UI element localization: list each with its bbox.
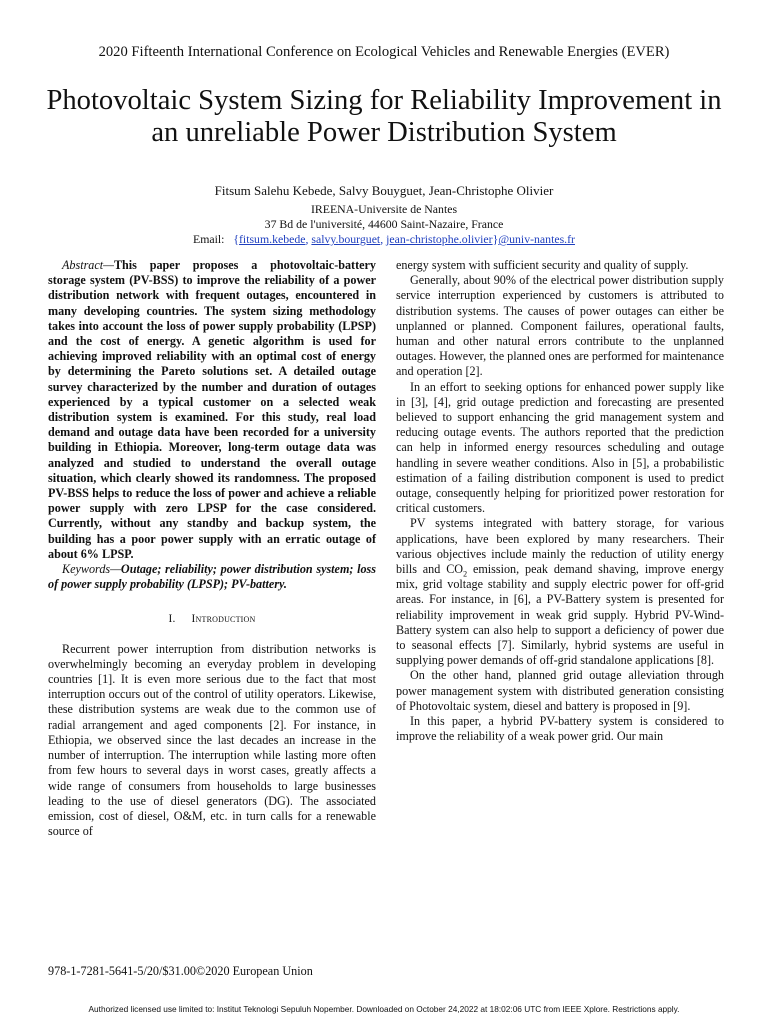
section-title: Introduction (191, 613, 256, 626)
email-link-olivier[interactable]: jean-christophe.olivier (386, 232, 493, 246)
copyright-notice: 978-1-7281-5641-5/20/$31.00©2020 European Union (48, 964, 313, 978)
keywords (48, 562, 376, 592)
left-column (48, 258, 376, 839)
email-link-kebede[interactable]: fitsum.kebede (238, 232, 306, 246)
email-separator: , (305, 232, 312, 246)
affiliation-email (0, 232, 768, 246)
abstract-lead: Abstract— (62, 258, 114, 272)
section-number: I. (168, 613, 176, 626)
keywords-lead: Keywords— (62, 562, 121, 577)
body-paragraph: In an effort to seeking options for enhanced power supply like in [3], [4], grid outage prediction and forecasting are presented believed to support enhancing the grid management system and reducing outage events. The authors reported that the prediction can help in informed energy resources scheduling and outage handling in severe weather conditions. Also in [5], a probabilistic estimation of a failing distribution component is used to predict outage, consequently helping for prioritized power restoration for critical customers. (396, 379, 724, 516)
body-paragraph: In this paper, a hybrid PV-battery system is considered to improve the reliability of a weak power grid. Our main (396, 714, 724, 744)
body-paragraph: Recurrent power interruption from distribution networks is overwhelmingly becoming an everyday problem in developing countries [1]. It is even more serious due to the fact that most interruption occurs out of the control of utility operators. Likewise, these distribution systems are weak due to the common use of radial arrangement and aged components [2]. For instance, in Ethiopia, we observed since the last decades an increase in the number of interruption. The interruption while lasting more often from few hours to several days in worst cases, greatly affects a wide range of consumers from households to large businesses leading to the use of diesel generators (DG). The associated emission, cost of diesel, O&M, etc. in turn calls for a renewable source of (48, 641, 376, 839)
email-brace-open: { (233, 232, 239, 246)
email-domain-link[interactable]: @univ-nantes.fr (498, 232, 575, 246)
body-paragraph (396, 516, 724, 668)
email-separator: , (380, 232, 387, 246)
affiliation-address: 37 Bd de l'université, 44600 Saint-Nazaire, France (264, 217, 504, 231)
email-label: Email: (193, 232, 225, 246)
email-brace-close: } (492, 232, 499, 246)
abstract (48, 258, 376, 562)
section-heading-introduction (48, 612, 376, 627)
subscript: 2 (463, 569, 468, 579)
body-paragraph-continued: energy system with sufficient security and quality of supply. (396, 258, 689, 272)
license-footer: Authorized licensed use limited to: Institut Teknologi Sepuluh Nopember. Downloaded on October 24,2022 at 18:02:06 UTC from IEEE Xplore. Restrictions apply. (88, 1004, 680, 1014)
affiliation-institute: IREENA-Universite de Nantes (310, 202, 458, 216)
abstract-text: This paper proposes a photovoltaic-battery storage system (PV-BSS) to improve the reliability of a power distribution network with frequent outages, encountered in many developing countries. The system sizing methodology takes into account the loss of power supply probability (LPSP) and the cost of energy. A genetic algorithm is used for achieving improved reliability with an optimal cost of energy by determining the Pareto solutions set. A detailed outage survey characterized by the number and duration of outages experienced by a typical customer on a selected weak distribution system is examined. For this study, real load demand and outage data have been recorded for a university building in Ethiopia. Moreover, long-term outage data was analyzed and studied to understand the overall outage situation, which clearly showed its randomness. The proposed PV-BSS helps to reduce the loss of power and achieve a reliable power supply with zero LPSP for the case considered. Currently, without any standby and backup system, the building has a poor power supply with an erratic outage of about 6% LPSP. (48, 258, 376, 561)
paper-title: Photovoltaic System Sizing for Reliability Improvement in an unreliable Power Distribution System (46, 85, 722, 148)
body-paragraph: On the other hand, planned grid outage alleviation through power management system with distributed generation consisting of Photovoltaic system, diesel and battery is proposed in [9]. (396, 668, 724, 713)
right-column (396, 258, 724, 745)
email-link-bourguet[interactable]: salvy.bourguet (311, 232, 381, 246)
keywords-text: Outage; reliability; power distribution system; loss of power supply probability (LPSP); PV-battery. (48, 562, 376, 592)
conference-header: 2020 Fifteenth International Conference on Ecological Vehicles and Renewable Energies (EVER) (98, 44, 670, 60)
body-paragraph: Generally, about 90% of the electrical power distribution supply service interruption experienced by customers is attributed to distribution systems. The causes of power outages can either be unplanned or planned. Component failures, operational faults, human and other natural errors contribute to the unplanned outages. However, the planned ones are performed for maintenance and operation [2]. (396, 273, 724, 379)
author-list: Fitsum Salehu Kebede, Salvy Bouyguet, Jean-Christophe Olivier (214, 183, 554, 198)
paragraph-text: PV systems integrated with battery storage, for various applications, have been explored by many researchers. Their various objectives include mainly the reduction of utility energy bills and CO (396, 516, 724, 577)
paragraph-text: emission, peak demand shaving, improve energy mix, grid voltage stability and supply electric power for off-grid areas. For instance, in [6], a PV-Battery system is presented for reliability improvement in weak grid supply. Hybrid PV-Wind-Battery system can also help to support a deficiency of power due to seasonal effects [7]. Similarly, hybrid systems are useful in supplying power demands of off-grid standalone applications [8]. (396, 562, 724, 668)
